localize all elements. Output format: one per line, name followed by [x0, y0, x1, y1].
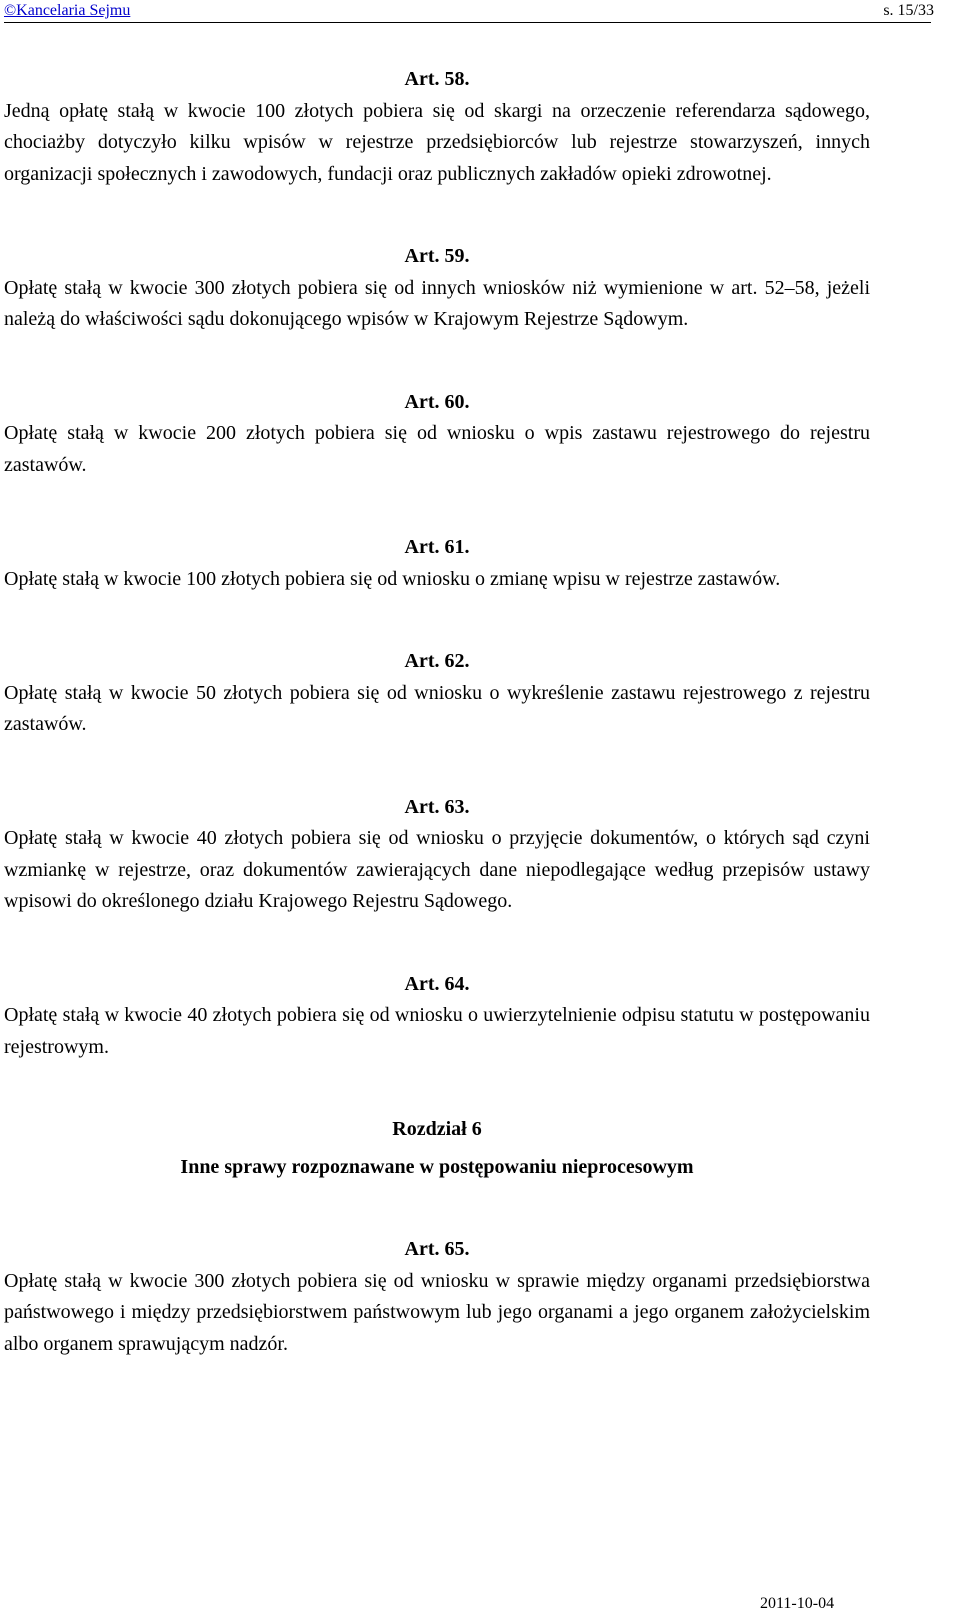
chapter-heading: [4, 1114, 870, 1183]
article-59: [4, 241, 870, 336]
page-header: [0, 0, 960, 22]
article-60: [4, 387, 870, 482]
footer-date: 2011-10-04: [760, 1595, 835, 1612]
chapter-number: Rozdział 6: [392, 1118, 482, 1140]
article-title: Art. 61.: [404, 536, 470, 558]
article-63: [4, 792, 870, 918]
article-title: Art. 62.: [404, 650, 470, 672]
article-title: Art. 59.: [404, 245, 470, 267]
article-title: Art. 60.: [404, 390, 470, 413]
article-text: Opłatę stałą w kwocie 100 złotych pobiera się od wniosku o zmianę wpisu w rejestrze zastawów.: [4, 567, 781, 590]
article-text: Opłatę stałą w kwocie 40 złotych pobiera się od wniosku o uwierzytelnienie odpisu statutu w postępowaniu rejestrowym.: [4, 1004, 870, 1058]
article-title: Art. 58.: [404, 68, 470, 90]
article-title: Art. 63.: [404, 795, 470, 818]
article-64: [4, 969, 870, 1064]
article-title: Art. 64.: [404, 972, 470, 995]
chapter-title: Inne sprawy rozpoznawane w postępowaniu nieprocesowym: [180, 1155, 694, 1178]
publisher-link-text[interactable]: ©Kancelaria Sejmu: [4, 2, 131, 19]
page-number: s. 15/33: [883, 2, 934, 19]
article-text: Opłatę stałą w kwocie 300 złotych pobiera się od wniosku w sprawie między organami przedsiębiorstwa państwowego i między przedsiębiorstwem państwowym lub jego organami a jego organem założycielskim albo organem sprawującym nadzór.: [4, 1269, 870, 1355]
article-65: [4, 1234, 870, 1360]
article-text: Opłatę stałą w kwocie 200 złotych pobiera się od wniosku o wpis zastawu rejestrowego do rejestru zastawów.: [4, 422, 870, 476]
article-58: [4, 64, 870, 190]
header-divider: [4, 22, 931, 23]
article-text: Jedną opłatę stałą w kwocie 100 złotych pobiera się od skargi na orzeczenie referendarza sądowego, chociażby dotyczyło kilku wpisów w rejestrze przedsiębiorców lub rejestrze stowarzyszeń, innych organizacji społecznych i zawodowych, fundacji oraz publicznych zakładów opieki zdrowotnej.: [4, 99, 870, 185]
article-61: [4, 532, 870, 595]
article-text: Opłatę stałą w kwocie 300 złotych pobiera się od innych wniosków niż wymienione w art. 52–58, jeżeli należą do właściwości sądu dokonującego wpisów w Krajowym Rejestrze Sądowym.: [4, 276, 870, 330]
article-title: Art. 65.: [404, 1238, 470, 1260]
article-text: Opłatę stałą w kwocie 40 złotych pobiera się od wniosku o przyjęcie dokumentów, o których sąd czyni wzmiankę w rejestrze, oraz dokumentów zawierających dane niepodlegające według przepisów ustawy wpisowi do określonego działu Krajowego Rejestru Sądowego.: [4, 827, 870, 912]
article-text: Opłatę stałą w kwocie 50 złotych pobiera się od wniosku o wykreślenie zastawu rejestrowego z rejestru zastawów.: [4, 681, 870, 735]
publisher-link[interactable]: [4, 0, 130, 22]
article-62: [4, 646, 870, 741]
document-body: [4, 64, 870, 1411]
